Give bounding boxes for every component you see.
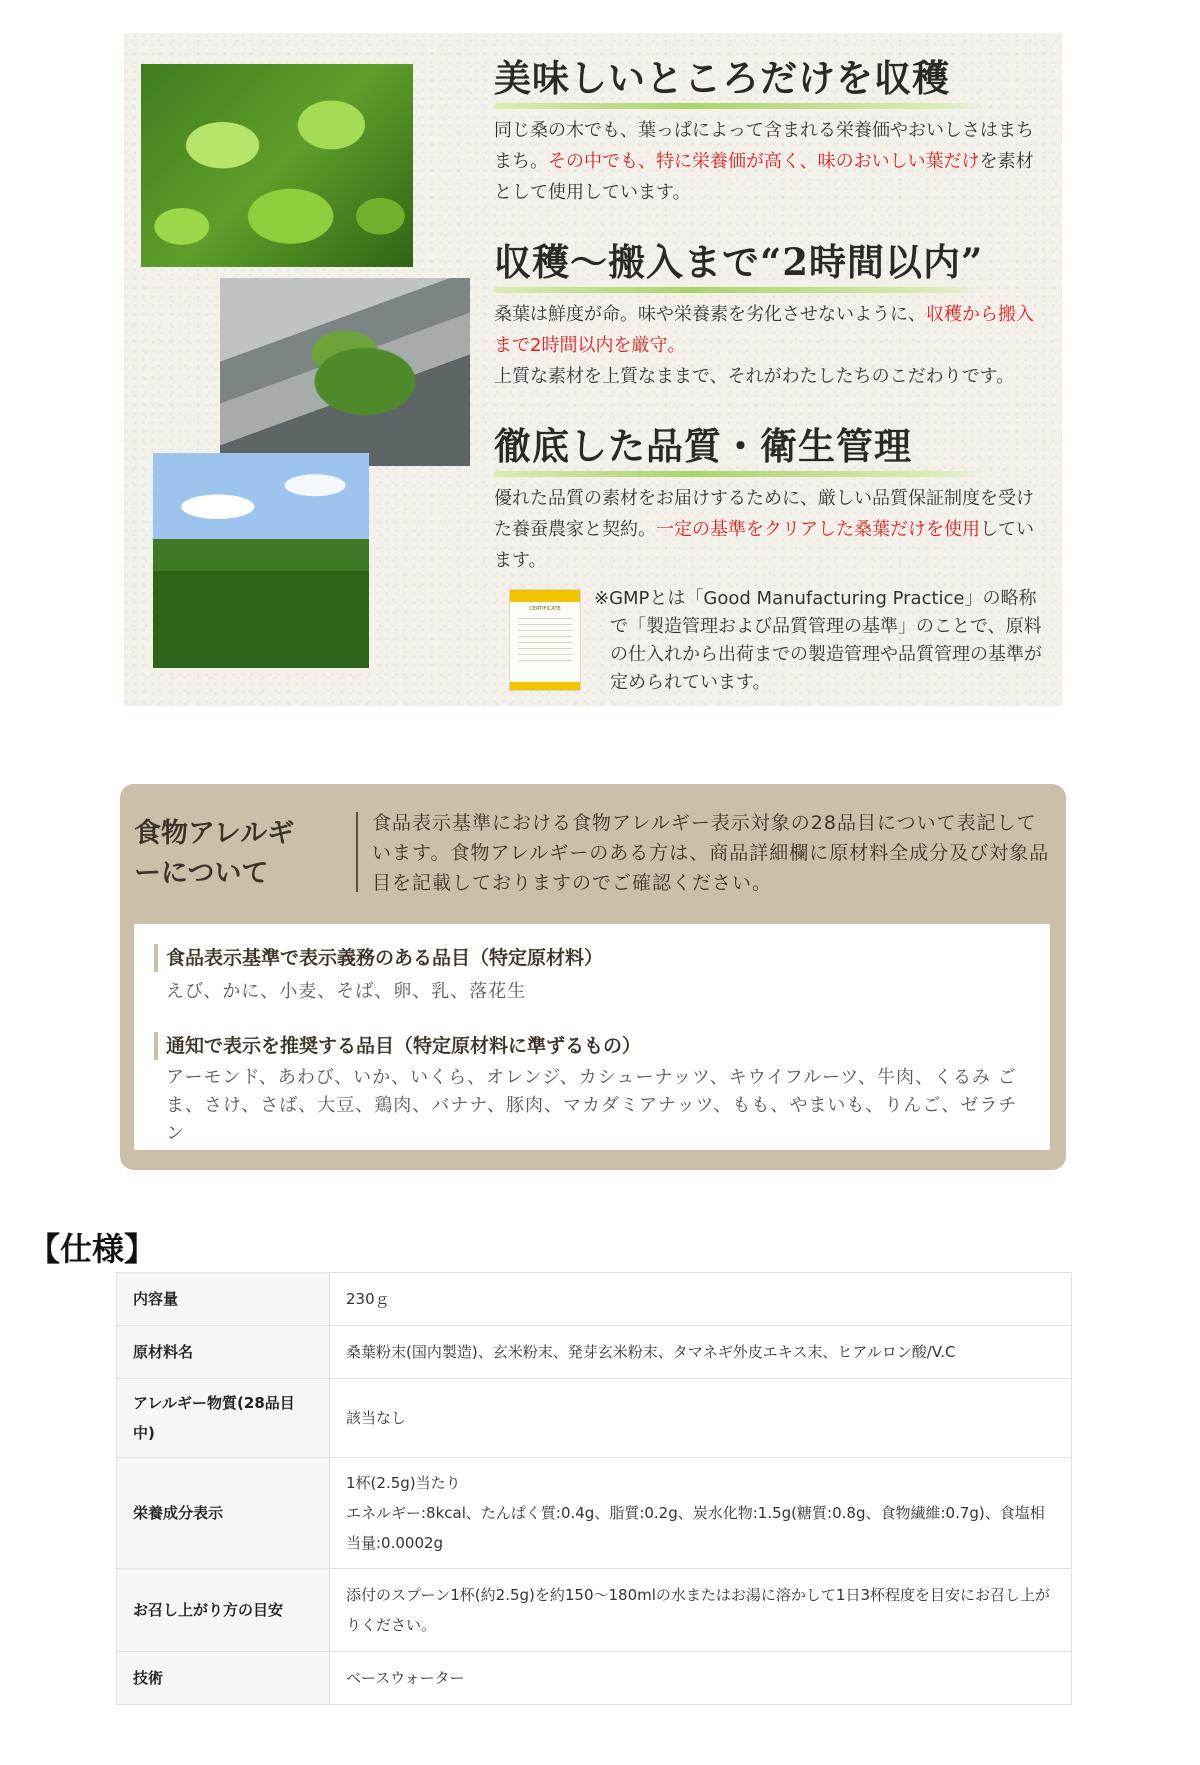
body-text: 上質な素材を上質なままで、それがわたしたちのこだわりです。 — [494, 366, 1015, 387]
table-row — [117, 1458, 1072, 1569]
feature-freshness — [494, 239, 1044, 392]
spec-value: ベースウォーター — [330, 1652, 1072, 1705]
mulberry-leaves-photo — [141, 64, 413, 267]
certificate-text-lines — [518, 618, 572, 664]
body-text: を素材として使用しています。 — [494, 151, 1034, 203]
title-underline — [494, 471, 984, 477]
table-row — [117, 1569, 1072, 1652]
title-underline — [494, 287, 984, 293]
feature-panel — [124, 33, 1062, 706]
title-underline — [494, 103, 984, 109]
spec-value: 桑葉粉末(国内製造)、玄米粉末、発芽玄米粉末、タマネギ外皮エキス末、ヒアルロン酸/V.C — [330, 1326, 1072, 1379]
body-text: 優れた品質の素材をお届けするために、厳しい品質保証制度を受けた養蚕農家と契約。 — [494, 488, 1034, 540]
allergy-section-title: 食品表示基準で表示義務のある品目（特定原材料） — [154, 944, 1034, 972]
feature-harvest — [494, 55, 1044, 208]
spec-value — [330, 1458, 1072, 1569]
spec-key: アレルギー物質(28品目中) — [117, 1379, 330, 1458]
spec-value-line: エネルギー:8kcal、たんぱく質:0.4g、脂質:0.2g、炭水化物:1.5g(糖質:0.8g、食物繊維:0.7g)、食塩相当量:0.0002g — [346, 1504, 1045, 1552]
table-row — [117, 1652, 1072, 1705]
feature-body — [494, 483, 1044, 576]
spec-key: 技術 — [117, 1652, 330, 1705]
allergy-panel — [120, 784, 1066, 1170]
allergy-section-items: アーモンド、あわび、いか、いくら、オレンジ、カシューナッツ、キウイフルーツ、牛肉、くるみ ごま、さけ、さば、大豆、鶏肉、バナナ、豚肉、マカダミアナッツ、もも、やまいも、りんご、ゼラチン — [166, 1067, 1018, 1144]
spec-key: 栄養成分表示 — [117, 1458, 330, 1569]
spec-key: お召し上がり方の目安 — [117, 1569, 330, 1652]
allergy-list-box — [134, 924, 1050, 1150]
allergy-section-items: えび、かに、小麦、そば、卵、乳、落花生 — [166, 981, 527, 1002]
allergy-section-recommended — [154, 1032, 1034, 1148]
feature-title: 美味しいところだけを収穫 — [494, 56, 950, 100]
body-highlight: その中でも、特に栄養価が高く、味のおいしい葉だけ — [548, 151, 980, 172]
body-highlight: 収穫から搬入まで2時間以内を厳守。 — [494, 304, 1034, 356]
gmp-certificate-image — [509, 589, 581, 691]
harvest-machine-photo — [220, 278, 470, 466]
allergy-intro: 食品表示基準における食物アレルギー表示対象の28品目について表記しています。食物アレルギーのある方は、商品詳細欄に原材料全成分及び対象品目を記載しておりますのでご確認ください。 — [372, 812, 1050, 894]
table-row — [117, 1273, 1072, 1326]
feature-title: 徹底した品質・衛生管理 — [494, 424, 912, 468]
allergy-section-mandatory — [154, 944, 1034, 1006]
allergy-section-title: 通知で表示を推奨する品目（特定原材料に準ずるもの） — [154, 1032, 1034, 1060]
feature-body — [494, 299, 1044, 392]
spec-value-line: 1杯(2.5g)当たり — [346, 1474, 461, 1492]
gmp-note: ※GMPとは「Good Manufacturing Practice」の略称で「製造管理および品質管理の基準」のことで、原料の仕入れから出荷までの製造管理や品質管理の基準が定められています。 — [594, 588, 1042, 693]
feature-title: 収穫〜搬入まで“2時間以内” — [494, 240, 984, 284]
feature-quality — [494, 423, 1044, 576]
certificate-footer — [510, 682, 580, 690]
table-row — [117, 1326, 1072, 1379]
spec-table — [116, 1272, 1072, 1705]
body-text: しています。 — [494, 519, 1034, 571]
spec-value: 該当なし — [330, 1379, 1072, 1458]
spec-value: 230ｇ — [330, 1273, 1072, 1326]
allergy-heading: 食物アレルギーについて — [134, 818, 295, 889]
spec-heading: 【仕様】 — [28, 1230, 157, 1268]
spec-key: 原材料名 — [117, 1326, 330, 1379]
certificate-title: CERTIFICATE — [529, 606, 561, 612]
spec-value: 添付のスプーン1杯(約2.5g)を約150〜180mlの水またはお湯に溶かして1日3杯程度を目安にお召し上がりください。 — [330, 1569, 1072, 1652]
spec-key: 内容量 — [117, 1273, 330, 1326]
body-highlight: 一定の基準をクリアした桑葉だけを使用 — [656, 519, 980, 540]
body-text: 同じ桑の木でも、葉っぱによって含まれる栄養価やおいしさはまちまち。 — [494, 120, 1034, 172]
feature-body — [494, 115, 1044, 208]
table-row — [117, 1379, 1072, 1458]
mulberry-field-photo — [153, 453, 369, 668]
body-text: 桑葉は鮮度が命。味や栄養素を劣化させないように、 — [494, 304, 926, 325]
certificate-band — [510, 590, 580, 602]
allergy-divider — [356, 812, 358, 892]
